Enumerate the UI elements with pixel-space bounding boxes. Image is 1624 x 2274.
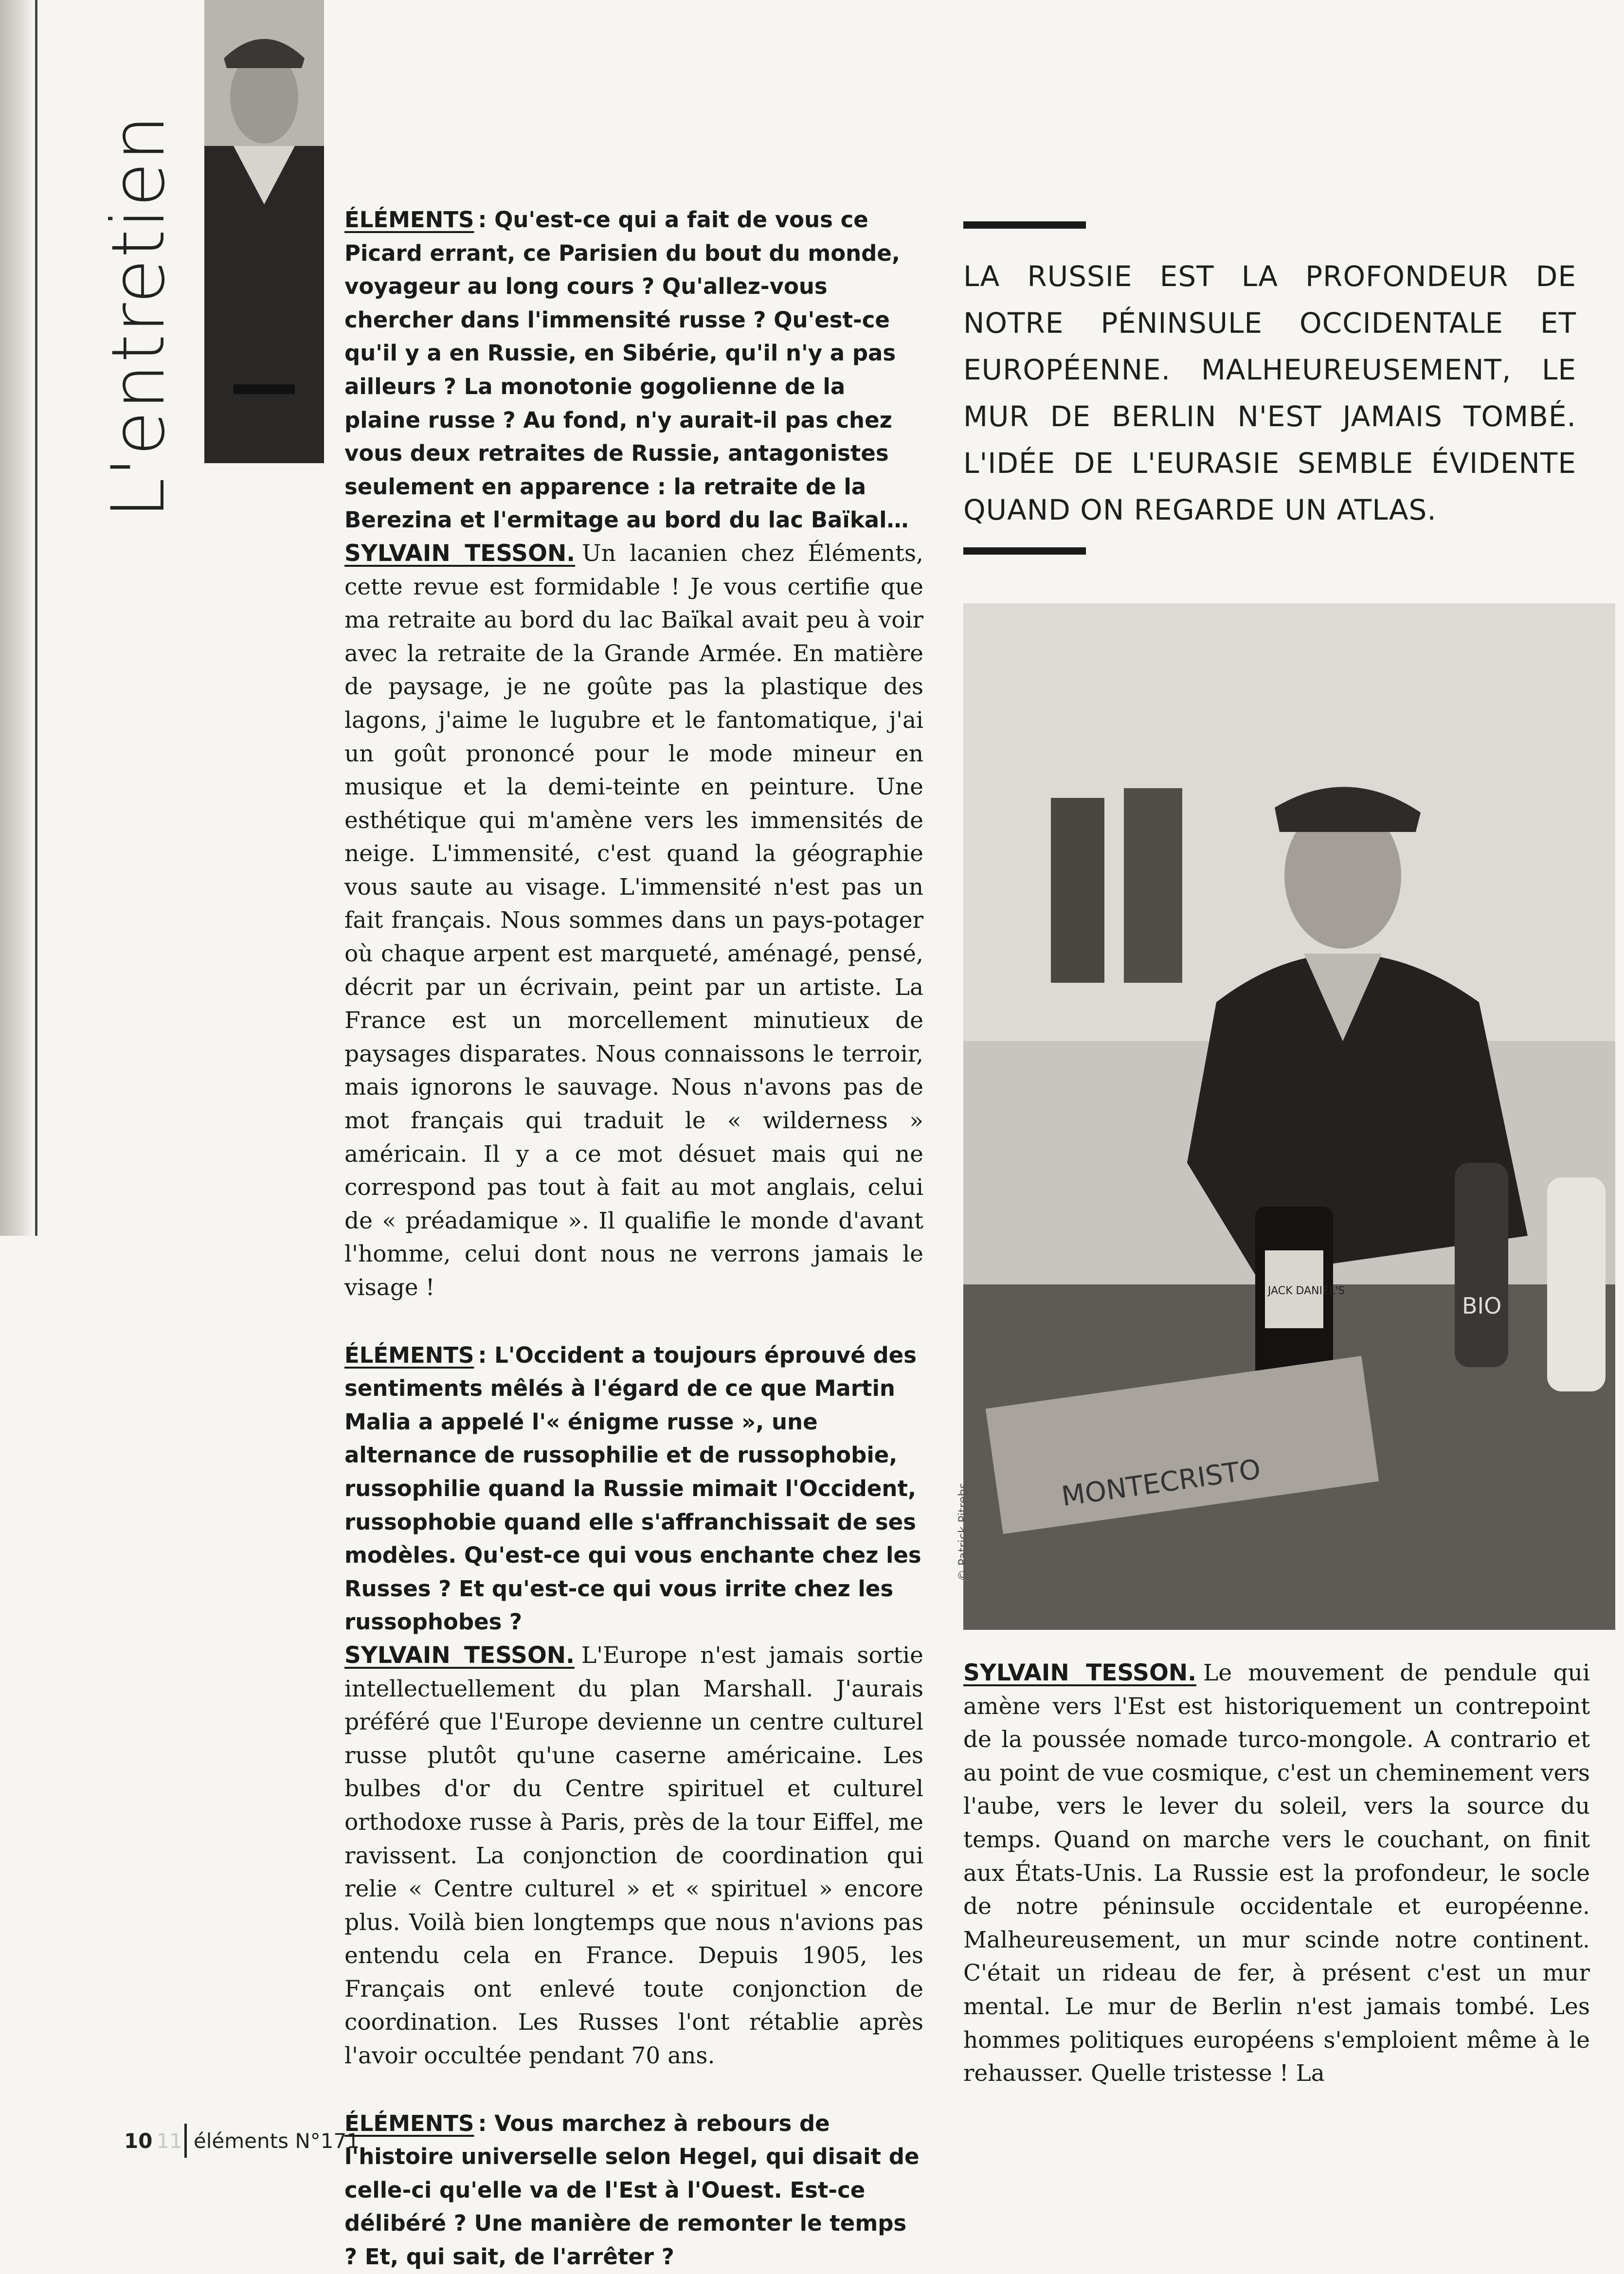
author-portrait (204, 0, 324, 463)
section-label-text: L'entretien (96, 114, 181, 519)
page-number: 10 (124, 2129, 153, 2153)
answer-text: Le mouvement de pendule qui amène vers l'Est est historiquement un contrepoint de la poussée nomade turco-mongole. A contrario et au point de vue cosmique, c'est un cheminement vers l'aube, vers le lever du soleil, vers la source du temps. Quand on marche vers le couchant, on finit aux États-Unis. La Russie est la profondeur, le socle de notre péninsule occidentale et européenne. Malheureusement, un mur scinde notre continent. C'était un rideau de fer, à présent c'est un mur mental. Le mur de Berlin n'est jamais tombé. Les hommes politiques européens s'emploient même à le rehausser. Quelle tristesse ! La (963, 1660, 1590, 2087)
speaker-name: ÉLÉMENTS (344, 207, 474, 233)
speaker-name: ÉLÉMENTS (344, 1342, 474, 1368)
interview-column-right (963, 1657, 1590, 2125)
interview-column-left (344, 203, 923, 2274)
question-block (344, 203, 923, 537)
answer-text: L'Europe n'est jamais sortie intellectuellement du plan Marshall. J'aurais préféré que l'Europe devienne un centre culturel russe plutôt qu'une caserne américaine. Les bulbes d'or du Centre spirituel et culturel orthodoxe russe à Paris, près de la tour Eiffel, me ravissent. La conjonction de coordination qui relie « Centre culturel » et « spirituel » encore plus. Voilà bien longtemps que nous n'avions pas entendu cela en France. Depuis 1905, les Français ont enlevé toute conjonction de coordination. Les Russes l'ont rétablie après l'avoir occultée pendant 70 ans. (344, 1642, 923, 2070)
question-text: : Qu'est-ce qui a fait de vous ce Picard errant, ce Parisien du bout du monde, voyageur au long cours ? Qu'allez-vous chercher dans l'immensité russe ? Qu'est-ce qu'il y a en Russie, en Sibérie, qu'il n'y a pas ailleurs ? La monotonie gogolienne de la plaine russe ? Au fond, n'y aurait-il pas chez vous deux retraites de Russie, antagonistes seulement en apparence : la retraite de la Berezina et l'ermitage au bord du lac Baïkal… (344, 207, 909, 533)
speaker-name: SYLVAIN TESSON. (344, 1642, 575, 1669)
section-label (96, 114, 181, 519)
question-text: : Vous marchez à rebours de l'histoire universelle selon Hegel, qui disait de celle-ci qu'elle va de l'Est à l'Ouest. Est-ce délibéré ? Une manière de remonter le temps ? Et, qui sait, de l'arrêter ? (344, 2110, 920, 2270)
page-edge-shadow (0, 0, 34, 1236)
speaker-name: ÉLÉMENTS (344, 2110, 474, 2136)
question-block (344, 2107, 923, 2274)
magazine-issue: éléments N°171 (193, 2129, 360, 2153)
footer-divider (184, 2124, 187, 2158)
answer-block (344, 537, 923, 1305)
facing-page-number: 11 (156, 2129, 182, 2153)
question-text: : L'Occident a toujours éprouvé des sentiments mêlés à l'égard de ce que Martin Malia a appelé l'« énigme russe », une alternance de russophilie et de russophobie, russophilie quand la Russie mimait l'Occident, russophobie quand elle s'affranchissait de ses modèles. Qu'est-ce qui vous enchante chez les Russes ? Et qu'est-ce qui vous irrite chez les russophobes ? (344, 1342, 921, 1635)
interview-photo (963, 603, 1615, 1630)
speaker-name: SYLVAIN TESSON. (344, 540, 576, 567)
question-block (344, 1339, 923, 1639)
answer-block (963, 1657, 1590, 2091)
photo-credit: © Patrick Pitrebs (956, 1482, 970, 1581)
answer-text: Un lacanien chez Éléments, cette revue est formidable ! Je vous certifie que ma retraite au bord du lac Baïkal avait peu à voir avec la retraite de la Grande Armée. En matière de paysage, je ne goûte pas la plastique des lagons, j'aime le lugubre et le fantomatique, j'ai un goût prononcé pour le mode mineur en musique et la demi-teinte en peinture. Une esthétique qui m'amène vers les immensités de neige. L'immensité, c'est quand la géographie vous saute au visage. L'immensité n'est pas un fait français. Nous sommes dans un pays-potager où chaque arpent est marqueté, aménagé, pensé, décrit par un écrivain, peint par un artiste. La France est un morcellement minutieux de paysages disparates. Nous connaissons le terroir, mais ignorons le sauvage. Nous n'avons pas de mot français qui traduit le « wilderness » américain. Il y a ce mot désuet mais qui ne correspond pas tout à fait au mot anglais, celui de « préadamique ». Il qualifie le monde d'avant l'homme, celui dont nous ne verrons jamais le visage ! (344, 540, 923, 1301)
bio-label: BIO (1462, 1293, 1502, 1319)
box-label: MONTECRISTO (1059, 1453, 1263, 1513)
bottle-label: JACK DANIEL'S (1268, 1285, 1345, 1297)
answer-block (344, 1639, 923, 2073)
margin-rule (35, 0, 37, 1236)
pull-quote-rule-bottom (963, 547, 1086, 555)
pull-quote-rule-top (963, 221, 1086, 229)
page-footer (124, 2126, 360, 2155)
speaker-name: SYLVAIN TESSON. (963, 1660, 1197, 1686)
pull-quote: LA RUSSIE EST LA PROFONDEUR DE NOTRE PÉNINSULE OCCIDENTALE ET EUROPÉENNE. MALHEUREUSEMENT, LE MUR DE BERLIN N'EST JAMAIS TOMBÉ. L'IDÉE DE L'EURASIE SEMBLE ÉVIDENTE QUAND ON REGARDE UN ATLAS. (963, 260, 1576, 526)
